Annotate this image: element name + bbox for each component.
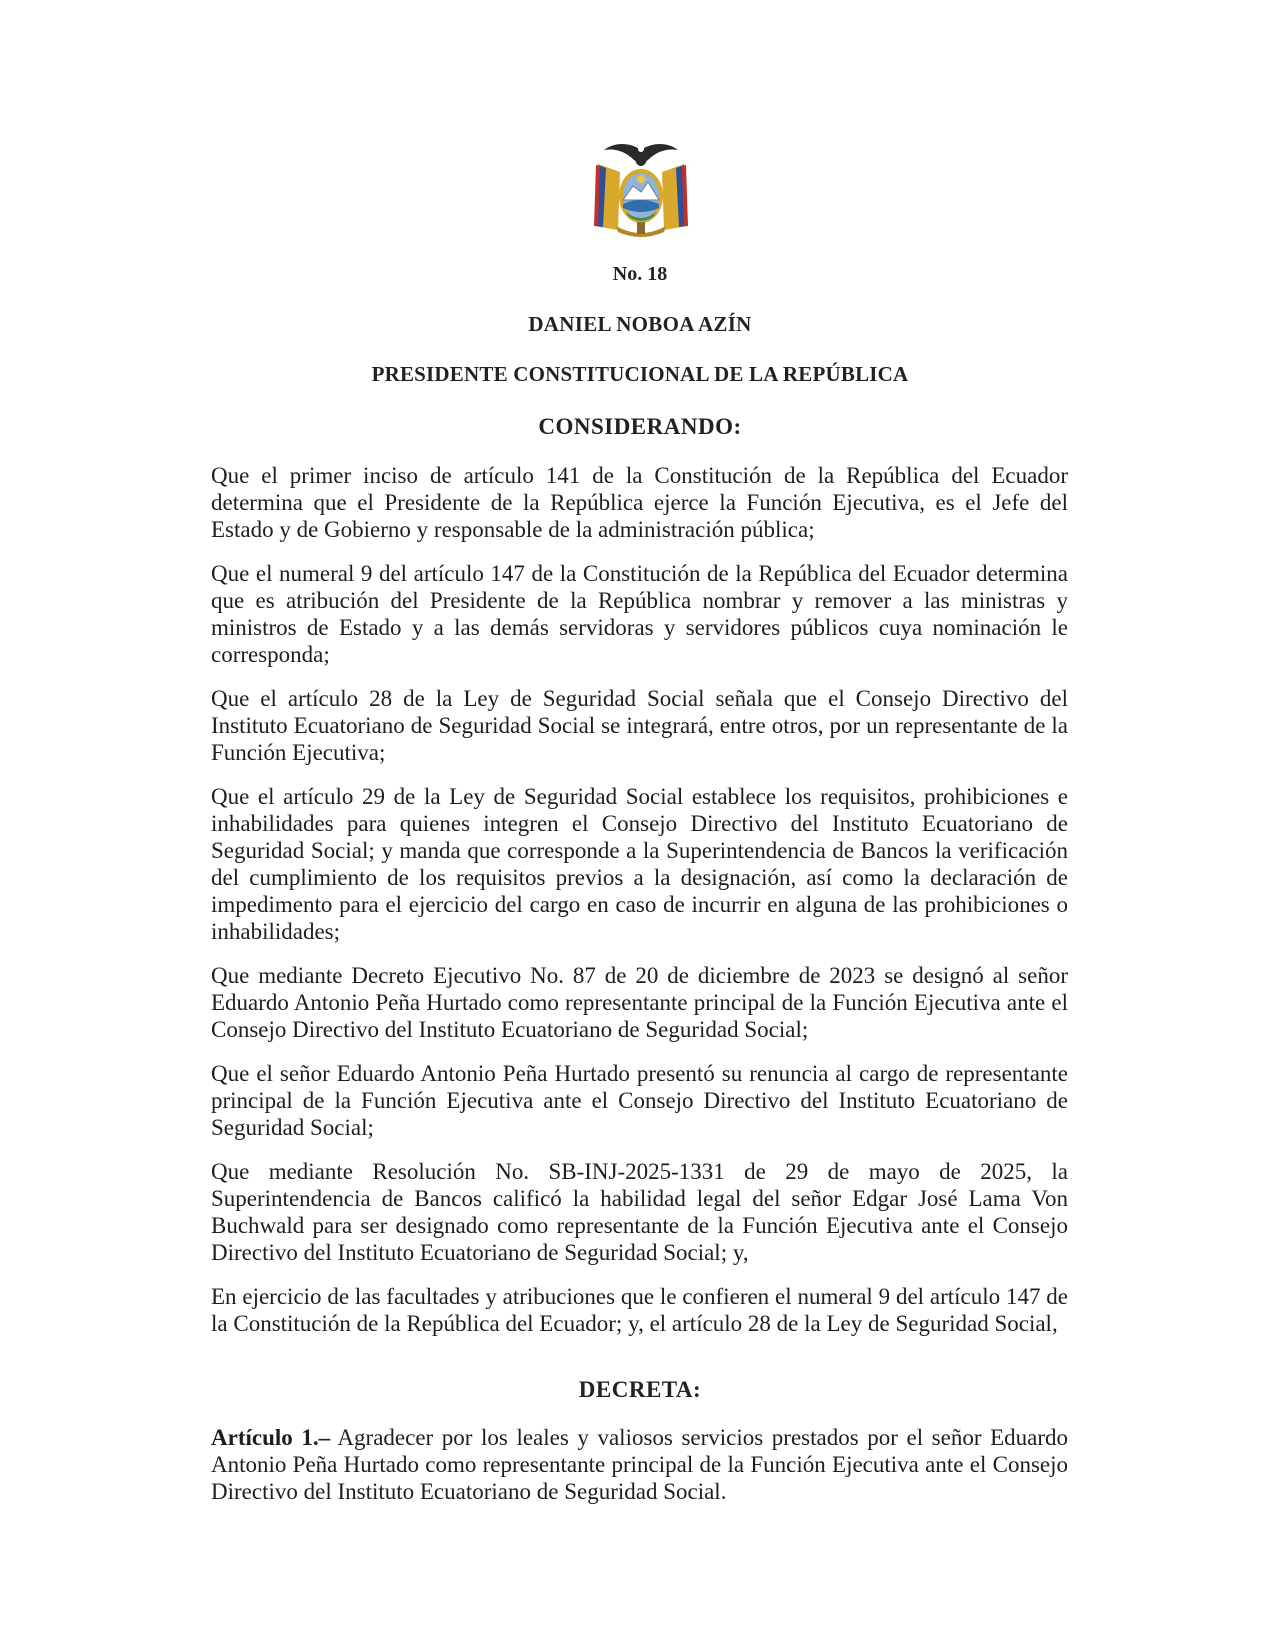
- article-1: [211, 1424, 1068, 1505]
- consideration-paragraph: En ejercicio de las facultades y atribuciones que le confieren el numeral 9 del artículo 147 de la Constitución de la República del Ecuador; y, el artículo 28 de la Ley de Seguridad Social,: [211, 1284, 1068, 1336]
- consideration-paragraph: Que mediante Resolución No. SB-INJ-2025-1331 de 29 de mayo de 2025, la Superintendencia de Bancos calificó la habilidad legal del señor Edgar José Lama Von Buchwald para ser designado como representante de la Función Ejecutiva ante el Consejo Directivo del Instituto Ecuatoriano de Seguridad Social; y,: [211, 1159, 1068, 1265]
- article-1-label: Artículo 1.–: [211, 1425, 331, 1450]
- consideration-paragraph: Que el numeral 9 del artículo 147 de la Constitución de la República del Ecuador determina que es atribución del Presidente de la República nombrar y remover a las ministras y ministros de Estado y a las demás servidoras y servidores públicos cuya nominación le corresponda;: [211, 561, 1068, 667]
- considerando-heading: CONSIDERANDO:: [538, 414, 742, 439]
- consideration-paragraph: Que mediante Decreto Ejecutivo No. 87 de 20 de diciembre de 2023 se designó al señor Eduardo Antonio Peña Hurtado como representante principal de la Función Ejecutiva ante el Consejo Directivo del Instituto Ecuatoriano de Seguridad Social;: [211, 963, 1068, 1042]
- decree-number: No. 18: [612, 263, 668, 285]
- decreta-heading: DECRETA:: [578, 1377, 702, 1402]
- consideration-paragraph: Que el artículo 29 de la Ley de Seguridad Social establece los requisitos, prohibiciones e inhabilidades para quienes integren el Consejo Directivo del Instituto Ecuatoriano de Seguridad Social; y manda que corresponde a la Superintendencia de Bancos la verificación del cumplimiento de los requisitos previos a la designación, así como la declaración de impedimento para el ejercicio del cargo en caso de incurrir en alguna de las prohibiciones o inhabilidades;: [211, 784, 1068, 944]
- consideration-paragraph: Que el señor Eduardo Antonio Peña Hurtado presentó su renuncia al cargo de representante principal de la Función Ejecutiva ante el Consejo Directivo del Instituto Ecuatoriano de Seguridad Social;: [211, 1061, 1068, 1140]
- consideration-paragraph: Que el primer inciso de artículo 141 de la Constitución de la República del Ecuador determina que el Presidente de la República ejerce la Función Ejecutiva, es el Jefe del Estado y de Gobierno y responsable de la administración pública;: [211, 463, 1068, 542]
- president-title: PRESIDENTE CONSTITUCIONAL DE LA REPÚBLICA: [371, 362, 909, 386]
- consideration-paragraph: Que el artículo 28 de la Ley de Seguridad Social señala que el Consejo Directivo del Instituto Ecuatoriano de Seguridad Social se integrará, entre otros, por un representante de la Función Ejecutiva;: [211, 686, 1068, 765]
- president-name: DANIEL NOBOA AZÍN: [528, 312, 752, 336]
- article-1-text: Agradecer por los leales y valiosos servicios prestados por el señor Eduardo Antonio Peña Hurtado como representante principal de la Función Ejecutiva ante el Consejo Directivo del Instituto Ecuatoriano de Seguridad Social.: [211, 1425, 1069, 1504]
- coat-of-arms-icon: [590, 134, 692, 238]
